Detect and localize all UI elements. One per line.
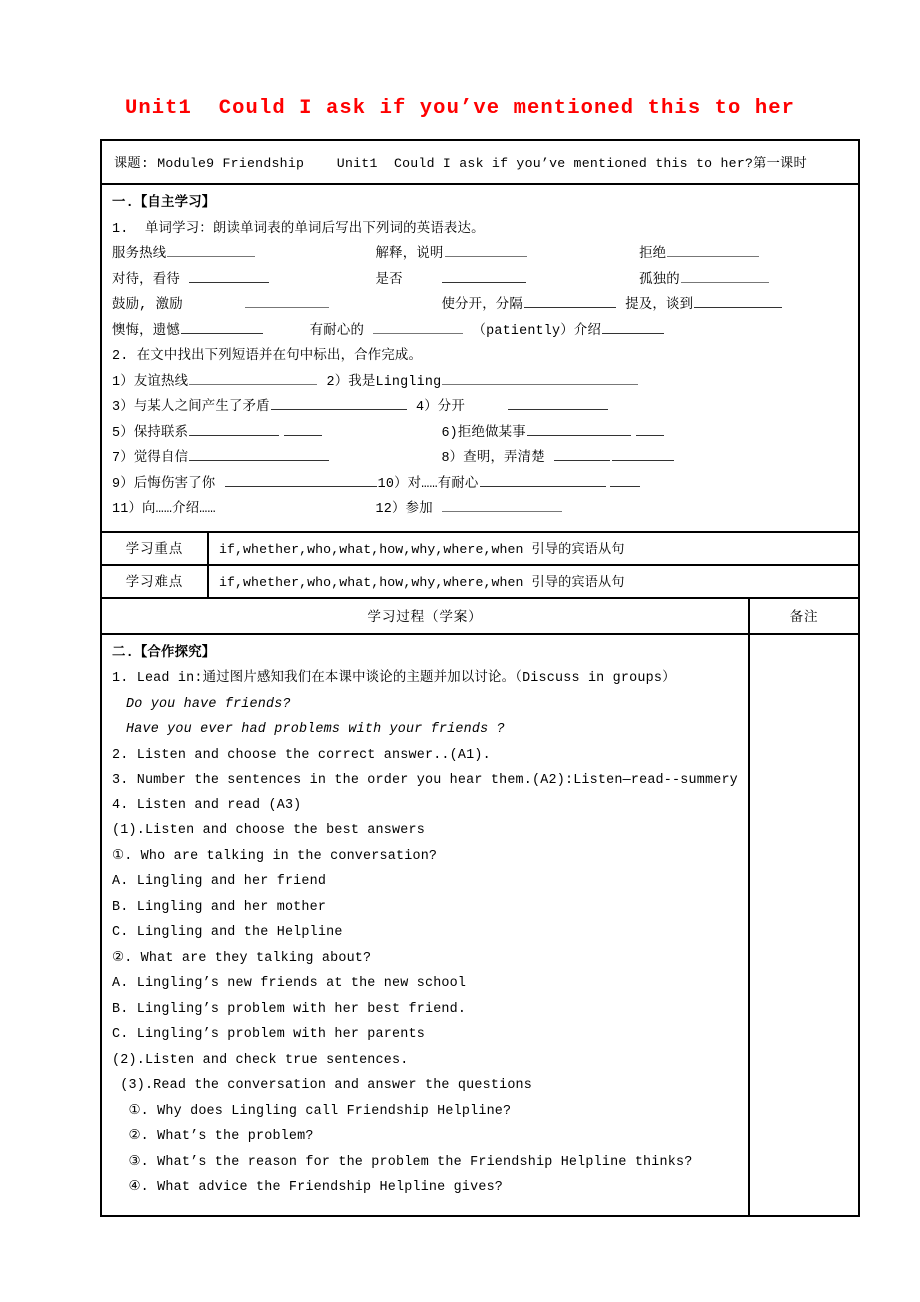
process-header-note: 备注: [789, 610, 819, 626]
vocab-term-7: 使分开，分隔: [441, 298, 523, 313]
cooperative-heading: 二.【合作探究】: [112, 645, 216, 661]
vocab-blank-0[interactable]: [167, 244, 255, 257]
phrase-blank-8[interactable]: [225, 473, 377, 486]
vocab-blank-4[interactable]: [442, 269, 526, 282]
vocab-blank-5[interactable]: [681, 269, 769, 282]
worksheet-table: [100, 139, 860, 1217]
process-line-1: 1. Lead in:通过图片感知我们在本课中谈论的主题并加以讨论。（Discuss in groups）: [112, 671, 676, 686]
option-1c: C. Lingling and the Helpline: [112, 925, 343, 940]
process-line-3: 3. Number the sentences in the order you hear them.(A2):Listen—read--summery: [112, 773, 738, 788]
vocab-blank-8[interactable]: [694, 295, 782, 308]
phrase-blank-2[interactable]: [271, 397, 407, 410]
focus-label: 学习重点: [102, 533, 209, 564]
phrase-blank-9b[interactable]: [610, 473, 640, 486]
self-study-section: [102, 185, 858, 533]
option-1b: B. Lingling and her mother: [112, 899, 327, 915]
phrase-3: 4）分开: [415, 400, 465, 415]
phrase-2: 3）与某人之间产生了矛盾: [112, 400, 270, 415]
phrase-0: 1）友谊热线: [112, 374, 189, 390]
phrase-blank-5b[interactable]: [636, 422, 664, 435]
process-header-row: [102, 599, 858, 635]
process-header-main: 学习过程（学案）: [102, 599, 750, 633]
question-1: ①. Who are talking in the conversation?: [112, 848, 438, 864]
option-1a: A. Lingling and her friend: [112, 874, 327, 889]
phrase-blank-1[interactable]: [442, 371, 638, 384]
vocab-line-3: [112, 293, 848, 319]
phrase-line-1: [112, 370, 848, 396]
vocab-blank-10[interactable]: [373, 320, 463, 333]
focus-text: if,whether,who,what,how,why,where,when 引导的宾语从句: [219, 541, 625, 557]
phrase-1: 2）我是Lingling: [326, 374, 442, 390]
vocab-term-0: 服务热线: [112, 247, 167, 262]
vocab-term-8: 提及，谈到: [625, 298, 694, 313]
phrase-11: 12）参加: [375, 502, 433, 517]
phrase-line-5: [112, 472, 848, 498]
vocab-term-5: 孤独的: [639, 272, 680, 288]
vocab-blank-1[interactable]: [445, 244, 527, 257]
phrase-blank-5a[interactable]: [527, 422, 631, 435]
vocab-term-11: （patiently）介绍: [472, 323, 602, 339]
vocab-term-9: 懊悔，遗憾: [112, 323, 180, 339]
read-question-4: ④. What advice the Friendship Helpline gives?: [112, 1180, 504, 1195]
phrase-blank-9a[interactable]: [480, 473, 606, 486]
vocab-term-2: 拒绝: [639, 247, 667, 262]
difficulty-text: if,whether,who,what,how,why,where,when 引导的宾语从句: [219, 574, 625, 590]
phrase-10: 11）向……介绍……: [112, 502, 216, 517]
phrase-6: 7）觉得自信: [112, 451, 189, 466]
phrase-9: 10）对……有耐心: [377, 476, 479, 492]
vocab-line-1: [112, 242, 848, 268]
option-2b: B. Lingling’s problem with her best friend.: [112, 1001, 467, 1017]
phrase-line-2: [112, 395, 848, 421]
phrase-8: 9）后悔伤害了你: [112, 476, 216, 492]
vocab-blank-7[interactable]: [524, 295, 616, 308]
phrase-blank-11[interactable]: [442, 499, 562, 512]
option-2c: C. Lingling’s problem with her parents: [112, 1027, 425, 1042]
focus-row: [102, 533, 858, 566]
phrase-4: 5）保持联系: [112, 425, 189, 441]
self-study-heading: 一.【自主学习】: [112, 196, 216, 211]
phrase-line-3: [112, 421, 848, 447]
phrase-blank-3[interactable]: [508, 397, 608, 410]
read-question-3: ③. What’s the reason for the problem the Friendship Helpline thinks?: [112, 1154, 693, 1170]
process-body-row: [102, 635, 858, 1215]
process-line-5: (1).Listen and choose the best answers: [112, 823, 425, 838]
vocab-blank-11[interactable]: [602, 320, 664, 333]
vocab-term-1: 解释，说明: [375, 247, 444, 262]
vocab-line-4: [112, 319, 848, 345]
difficulty-label: 学习难点: [102, 566, 209, 597]
vocab-blank-9[interactable]: [181, 320, 263, 333]
process-line-6: (2).Listen and check true sentences.: [112, 1052, 409, 1068]
phrase-7: 8）查明，弄清楚: [441, 451, 545, 466]
lead-in-question-1: Do you have friends?: [126, 696, 291, 712]
vocab-blank-6[interactable]: [245, 295, 329, 308]
notes-column[interactable]: [750, 635, 858, 1215]
subject-row: 课题: Module9 Friendship Unit1 Could I ask if you’ve mentioned this to her?第一课时: [102, 141, 858, 185]
process-line-2: 2. Listen and choose the correct answer..(A1).: [112, 747, 491, 763]
vocab-blank-2[interactable]: [667, 244, 759, 257]
phrase-line-4: [112, 446, 848, 472]
vocab-term-6: 鼓励, 激励: [112, 298, 183, 313]
process-line-4: 4. Listen and read (A3): [112, 797, 302, 813]
phrase-blank-0[interactable]: [189, 371, 317, 384]
phrase-blank-7a[interactable]: [554, 448, 610, 461]
vocab-term-3: 对待，看待: [112, 272, 180, 288]
option-2a: A. Lingling’s new friends at the new school: [112, 976, 467, 991]
vocab-blank-3[interactable]: [189, 269, 269, 282]
read-question-2: ②. What’s the problem?: [112, 1129, 314, 1144]
phrase-blank-7b[interactable]: [612, 448, 674, 461]
difficulty-row: [102, 566, 858, 599]
vocab-term-10: 有耐心的: [309, 323, 365, 339]
phrase-line-6: [112, 497, 848, 523]
vocab-term-4: 是否: [375, 272, 403, 288]
phrase-5: 6)拒绝做某事: [441, 425, 526, 441]
task1-heading: 1. 单词学习：朗读单词表的单词后写出下列词的英语表达。: [112, 221, 485, 237]
lead-in-question-2: Have you ever had problems with your friends ?: [126, 722, 505, 737]
phrase-blank-6[interactable]: [189, 448, 329, 461]
process-line-7: (3).Read the conversation and answer the questions: [112, 1078, 533, 1093]
question-2: ②. What are they talking about?: [112, 950, 372, 966]
phrase-blank-4a[interactable]: [189, 422, 279, 435]
task2-heading: 2. 在文中找出下列短语并在句中标出，合作完成。: [112, 349, 423, 364]
process-content: [102, 635, 750, 1215]
read-question-1: ①. Why does Lingling call Friendship Helpline?: [112, 1103, 512, 1119]
vocab-line-2: [112, 268, 848, 294]
page-title: Unit1 Could I ask if you’ve mentioned this to her: [124, 97, 796, 120]
phrase-blank-4b[interactable]: [284, 422, 322, 435]
